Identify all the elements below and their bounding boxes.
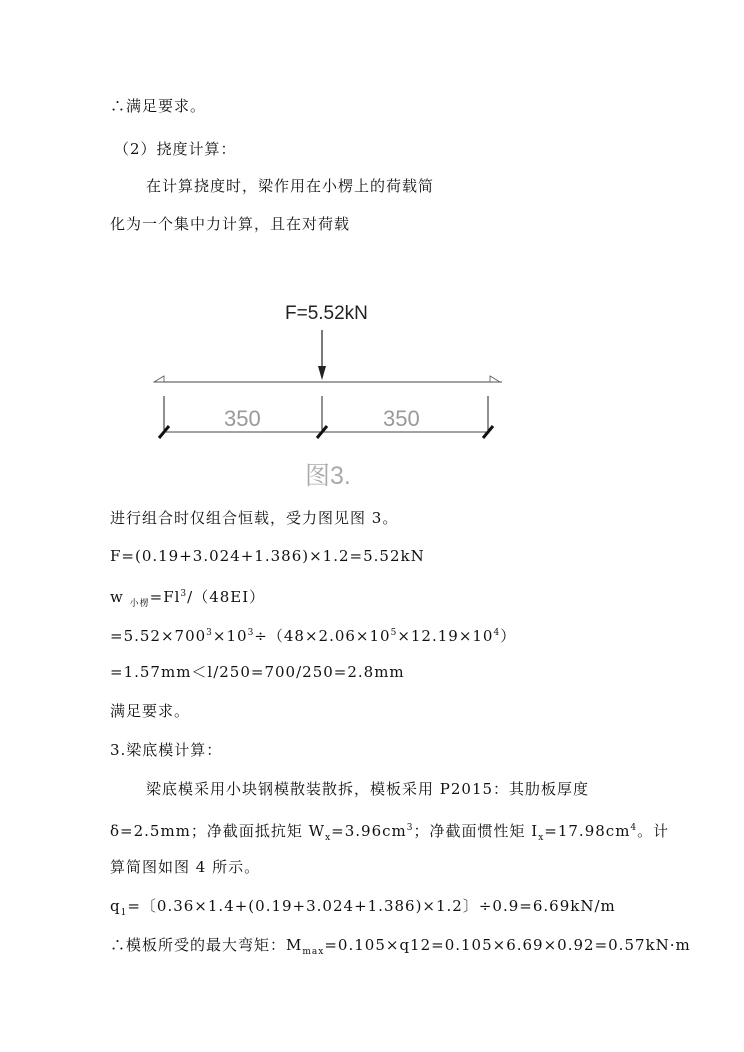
text-line: 梁底模采用小块钢模散装散拆，模板采用 P2015：其肋板厚度 — [146, 780, 590, 798]
formula-part: ∴模板所受的最大弯矩：M — [110, 936, 303, 954]
formula-part: ×10 — [212, 627, 248, 645]
formula-max-moment — [110, 935, 691, 962]
formula-part: ；净截面惯性矩 I — [413, 822, 539, 840]
formula-subscript: x — [538, 833, 545, 843]
section-heading-beam-bottom: 3.梁底模计算： — [110, 741, 223, 759]
formula-part: =Fl — [149, 588, 181, 606]
formula-superscript: 3 — [180, 589, 188, 599]
formula-load — [110, 896, 616, 923]
formula-superscript: 4 — [630, 823, 638, 833]
text-line: 进行组合时仅组合恒载，受力图见图 3。 — [110, 509, 399, 527]
formula-superscript: 5 — [390, 628, 398, 638]
formula-substitution — [110, 623, 516, 646]
formula-subscript: 小楞 — [129, 599, 150, 609]
text-line: 满足要求。 — [110, 702, 191, 720]
span-right-label: 350 — [383, 406, 420, 431]
formula-part: q — [110, 897, 121, 915]
beam-diagram-svg — [150, 292, 510, 497]
formula-superscript: 3 — [406, 823, 414, 833]
formula-deflection — [110, 584, 265, 614]
formula-part: /（48EI） — [187, 588, 266, 606]
text-line: 化为一个集中力计算，且在对荷载 — [110, 215, 351, 233]
text-line: ∴满足要求。 — [110, 97, 207, 115]
formula-part: =3.96cm — [331, 822, 407, 840]
formula-force: F=(0.19+3.024+1.386)×1.2=5.52kN — [110, 547, 425, 565]
figure-caption: 图3. — [305, 462, 351, 490]
formula-part: δ=2.5mm；净截面抵抗矩 W — [110, 822, 326, 840]
formula-part: =〔0.36×1.4+(0.19+3.024+1.386)×1.2〕÷0.9=6.69kN/m — [127, 897, 616, 915]
formula-part: w — [110, 588, 130, 606]
formula-subscript: 1 — [120, 908, 128, 918]
right-support — [490, 376, 500, 382]
beam-load-diagram — [150, 292, 510, 497]
formula-part: =17.98cm — [544, 822, 631, 840]
text-line: 算简图如图 4 所示。 — [110, 858, 261, 876]
text-line-section-properties — [110, 818, 669, 848]
formula-part: ） — [500, 627, 517, 645]
formula-part: =0.105×q12=0.105×6.69×0.92=0.57kN·m — [324, 936, 691, 954]
force-label: F=5.52kN — [285, 303, 368, 324]
force-arrow-head — [318, 366, 326, 380]
text-line: 在计算挠度时，梁作用在小楞上的荷载简 — [146, 177, 435, 195]
formula-part: =5.52×700 — [110, 627, 207, 645]
formula-part: 。计 — [637, 822, 670, 840]
formula-part: ÷（48×2.06×10 — [254, 627, 391, 645]
formula-result: =1.57mm＜l/250=700/250=2.8mm — [110, 663, 405, 681]
left-support — [154, 376, 164, 382]
formula-subscript: x — [325, 833, 332, 843]
formula-superscript: 3 — [247, 628, 255, 638]
subheading-deflection: （2）挠度计算： — [114, 140, 237, 158]
formula-subscript: max — [302, 947, 325, 957]
formula-part: ×12.19×10 — [397, 627, 494, 645]
formula-superscript: 4 — [493, 628, 501, 638]
formula-superscript: 3 — [206, 628, 213, 638]
span-left-label: 350 — [224, 406, 261, 431]
